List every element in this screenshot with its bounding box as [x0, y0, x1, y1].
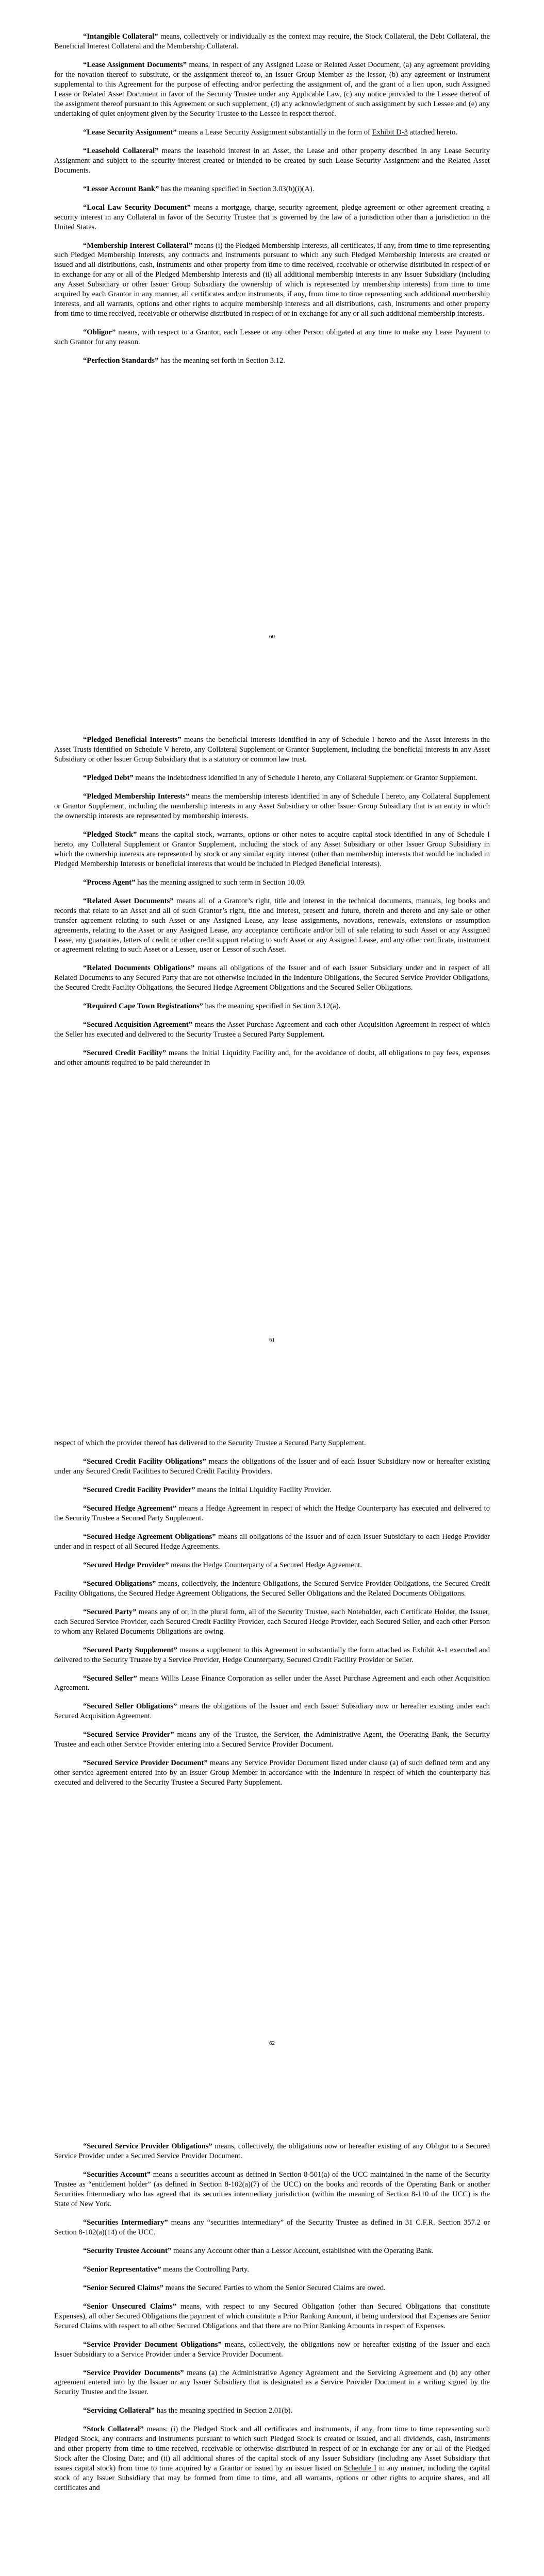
definition-paragraph	[54, 32, 490, 52]
definition-text: means the leasehold interest in an Asset, the Lease and other property described in any Lease Security Assignment and subject to the security interest created or intended to be created by such Lease Security Assignment and the Related Asset Documents.	[54, 146, 490, 175]
definition-text: means any of or, in the plural form, all of the Security Trustee, each Noteholder, each Certificate Holder, the Issuer, each Secured Service Provider, each Secured Credit Facility Provider, each Secured Hedge Provider, each Secured Seller, and each other Person to whom any Related Documents Obligations are owing.	[54, 1607, 490, 1636]
defined-term: “Local Law Security Document”	[83, 203, 191, 212]
page-number: 60	[269, 634, 275, 640]
definition-paragraph	[54, 1730, 490, 1750]
defined-term: “Process Agent”	[83, 878, 136, 887]
defined-term: “Secured Seller”	[83, 1674, 137, 1683]
definition-paragraph	[54, 2340, 490, 2360]
document-page	[0, 703, 544, 1406]
defined-term: “Senior Secured Claims”	[83, 2283, 163, 2292]
definition-paragraph	[54, 830, 490, 869]
defined-term: “Secured Acquisition Agreement”	[83, 1021, 193, 1029]
definition-text: means a mortgage, charge, security agreement, pledge agreement or other agreement creating a security interest in any Collateral in favor of the Security Trustee that is governed by the law of a jurisdiction other than a jurisdiction in the United States.	[54, 203, 490, 231]
definition-paragraph	[54, 1438, 490, 1448]
page-content	[54, 2110, 490, 2493]
definition-paragraph	[54, 2425, 490, 2493]
document-page	[0, 1406, 544, 2110]
definition-text: means, collectively, the obligations now or hereafter existing of any Obligor to a Secured Service Provider under a Secured Service Provider Document.	[54, 2142, 490, 2160]
defined-term: “Service Provider Document Obligations”	[83, 2340, 222, 2349]
definition-paragraph	[54, 1048, 490, 1068]
definition-text: means (i) the Pledged Membership Interests, all certificates, if any, from time to time representing such Pledged Membership Interests, any contracts and instruments pursuant to which any such Pledged Membership Interests are created or issued and all distributions, cash, instruments and other property from time to time received, receivable or otherwise distributed in respect of or in exchange for any or all of the Pledged Membership Interests and (ii) all additional membership interests in any Issuer Subsidiary (including any Asset Subsidiary or other Issuer Group Subsidiary the ownership of which is represented by membership interests) from time to time acquired by each Grantor in any manner, all certificates and/or instruments, if any, from time to time representing such additional membership interests, and all warrants, options and other rights to acquire membership interests and all distributions, cash, instruments and other property from time to time received, receivable or otherwise distributed in respect of or in exchange for any or all such additional membership interests.	[54, 241, 490, 318]
definition-paragraph	[54, 1561, 490, 1570]
definition-paragraph	[54, 896, 490, 955]
definition-text: means a Lease Security Assignment substantially in the form of	[176, 128, 372, 137]
definition-paragraph	[54, 2142, 490, 2161]
definition-paragraph	[54, 2246, 490, 2256]
definition-text: means all of a Grantor’s right, title and interest in the technical documents, manuals, log books and records that relate to an Asset and all of such Grantor’s right, title and interest, present and future, therein and thereto and any sale or other transfer agreement relating to such Asset or any Assigned Lease, any lease assignments, novations, renewals, extensions or assumption agreements, relating to the Asset or any Assigned Lease, any acceptance certificate and/or bill of sale relating to such Asset or any Assigned Lease, any guaranties, letters of credit or other credit support relating to such Asset or any Assigned Lease, and any other certificate, instrument or agreement relating to such Asset or a Lessee, user or Lessor of such Asset.	[54, 896, 490, 954]
definition-paragraph	[54, 356, 490, 366]
definition-paragraph	[54, 1020, 490, 1040]
defined-term: “Related Documents Obligations”	[83, 964, 195, 973]
definition-paragraph	[54, 2265, 490, 2275]
page-content	[54, 0, 490, 366]
definition-text: has the meaning specified in Section 3.03(b)(i)(A).	[159, 184, 315, 193]
defined-term: “Secured Hedge Agreement”	[83, 1504, 176, 1513]
defined-term: “Secured Seller Obligations”	[83, 1702, 177, 1711]
definition-text: means the Asset Purchase Agreement and each other Acquisition Agreement in respect of which the Seller has executed and delivered to the Security Trustee a Secured Party Supplement.	[54, 1021, 490, 1039]
defined-term: “Senior Unsecured Claims”	[83, 2302, 176, 2311]
definition-text: means, collectively, the Indenture Obligations, the Secured Service Provider Obligations, the Secured Credit Facility Obligations, the Secured Hedge Agreement Obligations, the Secured Seller Obligations and the Related Documents Obligations.	[54, 1579, 490, 1598]
definition-paragraph	[54, 1504, 490, 1523]
definition-paragraph	[54, 146, 490, 176]
definition-text: means, with respect to a Grantor, each Lessee or any other Person obligated at any time to make any Lease Payment to such Grantor for any reason.	[54, 328, 490, 347]
defined-term: “Membership Interest Collateral”	[83, 241, 193, 250]
definition-paragraph	[54, 60, 490, 119]
defined-term: “Obligor”	[83, 328, 116, 337]
defined-term: “Service Provider Documents”	[83, 2368, 184, 2377]
defined-term: “Secured Party”	[83, 1607, 137, 1616]
definition-text: has the meaning set forth in Section 3.12.	[158, 357, 285, 365]
definition-paragraph	[54, 2283, 490, 2293]
definition-paragraph	[54, 203, 490, 232]
definition-paragraph	[54, 1532, 490, 1552]
definition-text: means all obligations of the Issuer and of each Issuer Subsidiary under and in respect of all Related Documents to any Secured Party that are not otherwise included in the Indenture Obligations, the Secured Service Provider Obligations, the Secured Credit Facility Obligations, the Secured Hedge Agreement Obligations and the Secured Seller Obligations.	[54, 964, 490, 992]
definition-paragraph	[54, 2218, 490, 2238]
definition-text: has the meaning specified in Section 2.01(b).	[155, 2406, 293, 2415]
defined-term: “Security Trustee Account”	[83, 2246, 172, 2255]
defined-term: “Secured Service Provider Document”	[83, 1759, 208, 1768]
definition-text: means the obligations of the Issuer and of each Issuer Subsidiary now or hereafter existing under any Secured Credit Facilities to Secured Credit Facility Providers.	[54, 1457, 490, 1476]
definition-text: means the Hedge Counterparty of a Secured Hedge Agreement.	[169, 1561, 362, 1569]
definition-paragraph	[54, 735, 490, 765]
defined-term: “Secured Credit Facility Provider”	[83, 1485, 195, 1494]
defined-term: “Secured Party Supplement”	[83, 1646, 177, 1654]
definition-paragraph	[54, 241, 490, 319]
definition-text: means any Account other than a Lessor Account, established with the Operating Bank.	[171, 2246, 434, 2255]
defined-term: “Senior Representative”	[83, 2265, 161, 2274]
defined-term: “Pledged Beneficial Interests”	[83, 736, 182, 744]
defined-term: “Secured Credit Facility Obligations”	[83, 1457, 206, 1466]
defined-term: “Lease Assignment Documents”	[83, 60, 187, 69]
definition-text: means the Secured Parties to whom the Senior Secured Claims are owed.	[163, 2283, 386, 2292]
definition-paragraph	[54, 963, 490, 993]
definition-text: respect of which the provider thereof has delivered to the Security Trustee a Secured Party Supplement.	[54, 1439, 366, 1447]
definition-paragraph	[54, 1002, 490, 1011]
definition-paragraph	[54, 2302, 490, 2331]
definition-text: means a securities account as defined in Section 8-501(a) of the UCC maintained in the name of the Security Trustee as “entitlement holder” (as defined in Section 8-102(a)(7) of the UCC) on the books and records of the Operating Bank or another Securities Intermediary who has agreed that its securities intermediary jurisdiction (within the meaning of Section 8-110 of the UCC) is the State of New York.	[54, 2170, 490, 2208]
definition-paragraph	[54, 2170, 490, 2209]
defined-term: “Securities Account”	[83, 2170, 151, 2179]
definition-text: means the obligations of the Issuer and each Issuer Subsidiary now or hereafter existing under each Secured Acquisition Agreement.	[54, 1702, 490, 1721]
definition-paragraph	[54, 1485, 490, 1495]
cross-reference: Schedule I	[343, 2464, 376, 2473]
defined-term: “Secured Credit Facility”	[83, 1049, 167, 1058]
defined-term: “Lease Security Assignment”	[83, 128, 177, 137]
definition-text: means, collectively, the obligations now or hereafter existing of the Issuer and each Issuer Subsidiary to a Service Provider under a Service Provider Document.	[54, 2340, 490, 2359]
definition-paragraph	[54, 1702, 490, 1721]
definition-paragraph	[54, 128, 490, 138]
cross-reference: Exhibit D-3	[372, 128, 408, 137]
definition-text: has the meaning specified in Section 3.12(a).	[203, 1002, 341, 1011]
definition-text: means any Service Provider Document listed under clause (a) of such defined term and any other service agreement entered into by an Issuer Group Member in accordance with the Indenture in respect of which the counterparty has executed and delivered to the Security Trustee a Secured Party Supplement.	[54, 1759, 490, 1787]
definition-paragraph	[54, 1457, 490, 1477]
definition-text-continued: attached hereto.	[407, 128, 457, 137]
defined-term: “Secured Service Provider Obligations”	[83, 2142, 212, 2150]
definition-paragraph	[54, 773, 490, 783]
defined-term: “Securities Intermediary”	[83, 2218, 168, 2227]
definition-text: means the indebtedness identified in any of Schedule I hereto, any Collateral Supplement or Grantor Supplement.	[133, 773, 477, 782]
definition-text: means the membership interests identified in any of Schedule I hereto, any Collateral Supplement or Grantor Supplement, including the membership interests in any Asset Subsidiary or other Issuer Group Subsidiary that is an entity in which the ownership interests are represented by membership interests.	[54, 792, 490, 820]
definition-text: means a Hedge Agreement in respect of which the Hedge Counterparty has executed and delivered to the Security Trustee a Secured Party Supplement.	[54, 1504, 490, 1522]
definition-text: means the capital stock, warrants, options or other notes to acquire capital stock identified in any of Schedule I hereto, any Collateral Supplement or Grantor Supplement, including the stock of any Asset Subsidiary or other Issuer Group Subsidiary in which the ownership interests are represented by stock or any similar equity interest (other than membership interests that would be included in Pledged Membership Interests or beneficial interests that would be included in Pledged Beneficial Interests).	[54, 830, 490, 868]
definition-paragraph	[54, 1758, 490, 1788]
definition-paragraph	[54, 1646, 490, 1665]
page-number: 62	[269, 2040, 275, 2046]
document-page	[0, 2110, 544, 2576]
defined-term: “Secured Obligations”	[83, 1579, 156, 1588]
definition-text-continued: in any manner, including the capital stock of any Issuer Subsidiary that may be formed from time to time, and all warrants, options or other rights to acquire shares, and all certificates and	[54, 2464, 490, 2493]
definition-paragraph	[54, 878, 490, 888]
definition-text: means any of the Trustee, the Servicer, the Administrative Agent, the Operating Bank, the Security Trustee and each other Service Provider entering into a Secured Service Provider Document.	[54, 1731, 490, 1749]
defined-term: “Leasehold Collateral”	[83, 146, 159, 155]
defined-term: “Secured Service Provider”	[83, 1731, 174, 1739]
definition-paragraph	[54, 2406, 490, 2416]
defined-term: “Stock Collateral”	[83, 2425, 144, 2434]
defined-term: “Pledged Membership Interests”	[83, 792, 190, 801]
defined-term: “Servicing Collateral”	[83, 2406, 155, 2415]
definition-paragraph	[54, 792, 490, 821]
definition-text: means (a) the Administrative Agency Agreement and the Servicing Agreement and (b) any other agreement entered into by the Issuer or any Issuer Subsidiary that is designated as a Service Provider Document in a writing signed by the Security Trustee and the Issuer.	[54, 2368, 490, 2397]
defined-term: “Perfection Standards”	[83, 357, 159, 365]
page-content	[54, 703, 490, 1068]
definition-text: means: (i) the Pledged Stock and all certificates and instruments, if any, from time to time representing such Pledged Stock, any contracts and instruments pursuant to which such Pledged Stock is created or issued, and all dividends, cash, instruments and other property from time to time received, receivable or otherwise distributed in respect of or in exchange for any or all of the Pledged Stock after the Closing Date; and (ii) all additional shares of the capital stock of any Issuer Subsidiary (including any Asset Subsidiary that issues capital stock) from time to time acquired by a Grantor or issued by an issuer listed on	[54, 2425, 490, 2473]
definition-text: means all obligations of the Issuer and of each Issuer Subsidiary to each Hedge Provider under and in respect of all Secured Hedge Agreements.	[54, 1532, 490, 1551]
definition-text: has the meaning assigned to such term in Section 10.09.	[135, 878, 306, 887]
definition-text: means the beneficial interests identified in any of Schedule I hereto and the Asset Interests in the Asset Trusts identified on Schedule V hereto, any Collateral Supplement or Grantor Supplement, including the beneficial interests in any Asset Subsidiary or other Issuer Group Subsidiary that is a statutory or common law trust.	[54, 736, 490, 764]
definition-paragraph	[54, 1579, 490, 1599]
defined-term: “Related Asset Documents”	[83, 896, 174, 905]
page-number: 61	[269, 1337, 275, 1343]
definition-text: means any “securities intermediary” of the Security Trustee as defined in 31 C.F.R. Section 357.2 or Section 8-102(a)(14) of the UCC.	[54, 2218, 490, 2236]
defined-term: “Intangible Collateral”	[83, 32, 158, 41]
defined-term: “Secured Hedge Provider”	[83, 1561, 169, 1569]
definition-text: means the Initial Liquidity Facility and, for the avoidance of doubt, all obligations to pay fees, expenses and other amounts required to be paid thereunder in	[54, 1049, 490, 1067]
defined-term: “Secured Hedge Agreement Obligations”	[83, 1532, 216, 1541]
definition-text: means, with respect to any Secured Obligation (other than Secured Obligations that constitute Expenses), all other Secured Obligations the payment of which constitute a Prior Ranking Amount, it being understood that Expenses are Senior Secured Claims with respect to all other Secured Obligations and that there are no Prior Ranking Amounts in respect of Expenses.	[54, 2302, 490, 2330]
defined-term: “Pledged Stock”	[83, 830, 137, 839]
definition-paragraph	[54, 1607, 490, 1637]
definition-text: means a supplement to this Agreement in substantially the form attached as Exhibit A-1 executed and delivered to the Security Trustee by a Service Provider, Hedge Counterparty, Secured Credit Facility Provider or Seller.	[54, 1646, 490, 1664]
definition-text: means, in respect of any Assigned Lease or Related Asset Document, (a) any agreement providing for the novation thereof to substitute, or the assignment thereof to, an Issuer Group Member as the lessor, (b) any agreement or instrument supplemental to this Agreement for the purpose of effecting and/or perfecting the assignment of, and the grant of a lien upon, such Assigned Lease or Related Asset Document in favor of the Security Trustee under any Applicable Law, (c) any notice provided to the Lessee thereof of the assignment thereof pursuant to this Agreement or such supplement, (d) any acknowledgment of such assignment by such Lessee and (e) any undertaking of quiet enjoyment given by the Security Trustee to the Lessee in respect thereof.	[54, 60, 490, 118]
definition-paragraph	[54, 2368, 490, 2398]
definition-text: means the Initial Liquidity Facility Provider.	[195, 1485, 332, 1494]
definition-text: means, collectively or individually as the context may require, the Stock Collateral, the Debt Collateral, the Beneficial Interest Collateral and the Membership Collateral.	[54, 32, 490, 50]
definition-text: means the Controlling Party.	[161, 2265, 249, 2274]
page-content	[54, 1406, 490, 1788]
definition-paragraph	[54, 1674, 490, 1693]
defined-term: “Pledged Debt”	[83, 773, 134, 782]
document-page	[0, 0, 544, 703]
definition-text: means Willis Lease Finance Corporation as seller under the Asset Purchase Agreement and each other Acquisition Agreement.	[54, 1674, 490, 1692]
defined-term: “Lessor Account Bank”	[83, 184, 159, 193]
definition-paragraph	[54, 328, 490, 347]
defined-term: “Required Cape Town Registrations”	[83, 1002, 203, 1011]
definition-paragraph	[54, 184, 490, 194]
